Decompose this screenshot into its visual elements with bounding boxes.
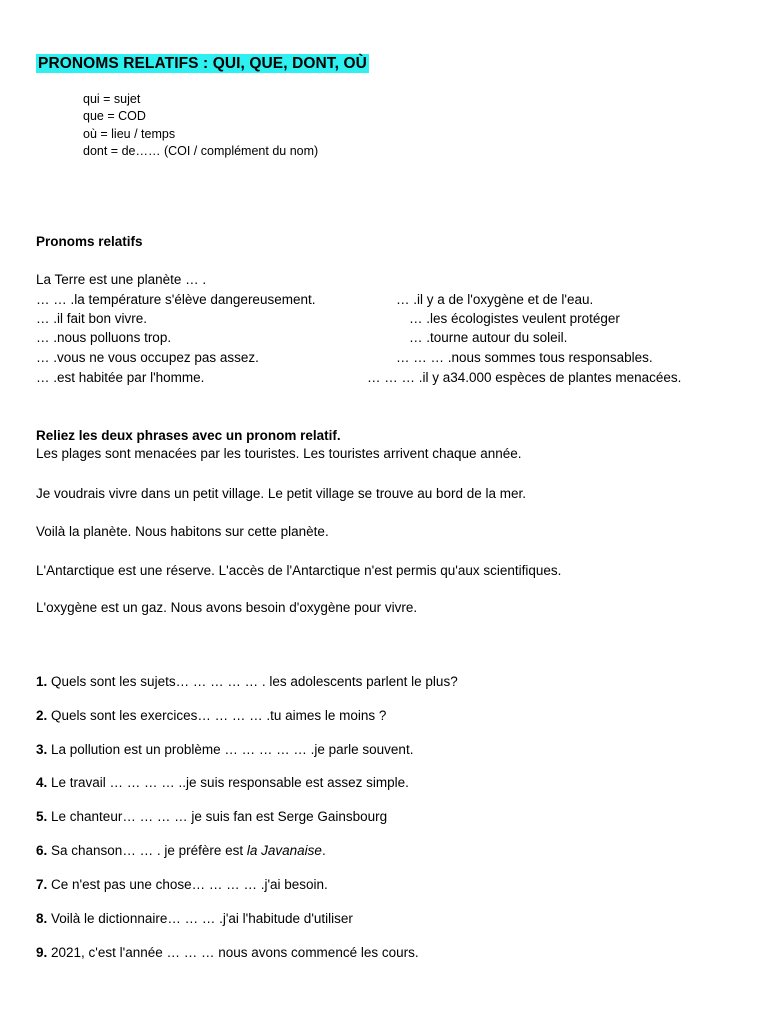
exercise-item [36, 945, 419, 960]
exercise-item [36, 708, 386, 723]
legend-item-que: que = COD [83, 109, 146, 124]
exercise-emphasis: la Javanaise [246, 843, 322, 858]
right-phrase: … .les écologistes veulent protéger [409, 311, 620, 326]
exercise-item [36, 742, 413, 757]
left-phrase: … .est habitée par l'homme. [36, 370, 205, 385]
exercise-item [36, 674, 458, 689]
exercise-text: Ce n'est pas une chose… … … … .j'ai besoin. [47, 877, 328, 892]
pronoun-legend [83, 91, 318, 160]
title-block [36, 54, 369, 73]
exercise-text: Sa chanson… … . je préfère est [47, 843, 247, 858]
right-phrase: … .tourne autour du soleil. [409, 330, 568, 345]
exercise-text: La pollution est un problème … … … … … .je parle souvent. [47, 742, 414, 757]
exercise-item [36, 877, 328, 892]
left-phrase: … … .la température s'élève dangereusement. [36, 292, 316, 307]
legend-item-ou: où = lieu / temps [83, 126, 176, 141]
right-phrase: … … … .il y a34.000 espèces de plantes menacées. [367, 370, 682, 385]
sentence-pair: L'oxygène est un gaz. Nous avons besoin d'oxygène pour vivre. [36, 600, 418, 615]
exercise-text: Le chanteur… … … … je suis fan est Serge Gainsbourg [47, 809, 388, 824]
exercise-text-end: . [321, 843, 326, 858]
exercise-number: 7. [36, 877, 48, 892]
legend-item-dont: dont = de…… (COI / complément du nom) [83, 143, 319, 158]
exercise-item [36, 809, 387, 824]
exercise-text: Quels sont les sujets… … … … … . les adolescents parlent le plus? [47, 674, 458, 689]
exercise-number: 5. [36, 809, 48, 824]
sentence-pair: Les plages sont menacées par les touristes. Les touristes arrivent chaque année. [36, 446, 522, 461]
legend-item-qui: qui = sujet [83, 92, 141, 106]
page-title: PRONOMS RELATIFS : QUI, QUE, DONT, OÙ [38, 55, 367, 72]
section-heading-pronoms: Pronoms relatifs [36, 234, 143, 249]
sentence-pair: Voilà la planète. Nous habitons sur cette planète. [36, 524, 329, 539]
left-phrase: … .il fait bon vivre. [36, 311, 148, 326]
exercise-item [36, 775, 409, 790]
right-phrase: … .il y a de l'oxygène et de l'eau. [396, 292, 594, 307]
exercise-text: Voilà le dictionnaire… … … .j'ai l'habitude d'utiliser [47, 911, 353, 926]
exercise-text: Quels sont les exercices… … … … .tu aimes le moins ? [47, 708, 387, 723]
exercise-number: 4. [36, 775, 48, 790]
left-phrase: … .nous polluons trop. [36, 330, 172, 345]
exercise-number: 8. [36, 911, 48, 926]
exercise-number: 1. [36, 674, 48, 689]
exercise-item [36, 843, 326, 858]
section-heading-reliez: Reliez les deux phrases avec un pronom relatif. [36, 428, 341, 443]
exercise-text: 2021, c'est l'année … … … nous avons commencé les cours. [47, 945, 419, 960]
sentence-pair: Je voudrais vivre dans un petit village. Le petit village se trouve au bord de la mer. [36, 486, 527, 501]
exercise-number: 3. [36, 742, 48, 757]
exercise-number: 2. [36, 708, 48, 723]
right-phrase: … … … .nous sommes tous responsables. [396, 350, 653, 365]
exercise-text: Le travail … … … … ..je suis responsable est assez simple. [47, 775, 409, 790]
exercise-item [36, 911, 353, 926]
left-phrase: … .vous ne vous occupez pas assez. [36, 350, 259, 365]
exercise-number: 6. [36, 843, 48, 858]
sentence-pair: L'Antarctique est une réserve. L'accès de l'Antarctique n'est permis qu'aux scientifiques. [36, 563, 562, 578]
exercise-number: 9. [36, 945, 48, 960]
section-intro: La Terre est une planète … . [36, 272, 207, 287]
